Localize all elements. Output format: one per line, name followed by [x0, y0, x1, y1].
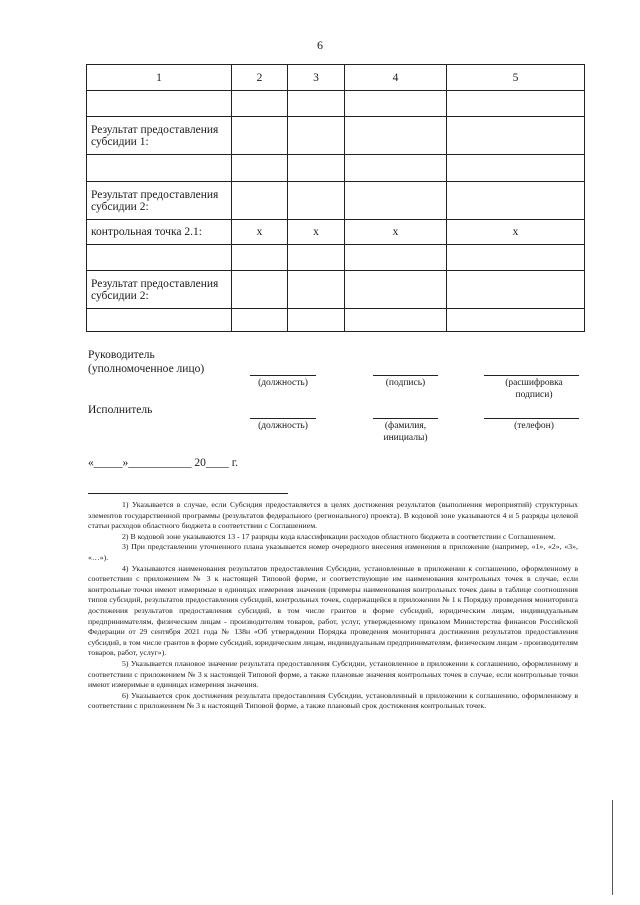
position-caption: (должность)	[258, 378, 308, 388]
executor-name-caption: (фамилия, инициалы)	[383, 421, 428, 443]
table-cell	[345, 155, 447, 182]
footnote: 4) Указываются наименования результатов предоставления Субсидии, установленные в приложении к соглашению, оформленному в соответствии с приложением № 3 к настоящей Типовой форме, и соответствующие им наименования контрольных точек в случае, если контрольные точки имеют измеримые в единицах измерения значения (примеры наименования контрольных точек даны в таблице соотношения типов субсидий, результатов предоставления субсидий, контрольных точек, содержащейся в приложении № 1 к Порядку проведения мониторинга достижения результатов предоставления субсидий, в том числе грантов в форме субсидий, юридическим лицам, индивидуальным предпринимателям, физическим лицам - производителям товаров, работ, услуг, утвержденному приказом Министерства финансов Российской Федерации от 29 сентября 2021 года № 138н «Об утверждении Порядка проведения мониторинга достижения результатов предоставления субсидий, в том числе грантов в форме субсидий, юридическим лицам, индивидуальным предпринимателям, физическим лицам - производителям товаров, работ, услуг»).	[88, 563, 578, 658]
table-cell: Результат предоставления субсидии 2:	[87, 271, 232, 309]
footnote: 2) В кодовой зоне указываются 13 - 17 разряды кода классификации расходов областного бюджета в соответствии с Соглашением.	[122, 531, 556, 541]
table-cell	[232, 155, 288, 182]
table-cell	[288, 245, 345, 271]
table-cell	[447, 271, 585, 309]
table-cell: контрольная точка 2.1:	[87, 220, 232, 245]
table-cell	[345, 91, 447, 117]
table-row	[87, 155, 585, 182]
table-cell	[232, 309, 288, 332]
scan-edge-line	[612, 800, 613, 895]
table-cell	[447, 182, 585, 220]
name-caption: (расшифровка подписи)	[505, 378, 563, 400]
header-cell: 4	[345, 65, 447, 91]
footnote: 5) Указывается плановое значение результата предоставления Субсидии, установленное в приложении к соглашению, оформленному в соответствии с приложением № 3 к настоящей Типовой форме, а также плановые значения контрольных точек в случае, если контрольные точки имеют измеримые в единицах измерения значения.	[88, 658, 578, 690]
signature-line	[373, 375, 438, 376]
executor-label: Исполнитель	[88, 404, 153, 416]
executor-phone-caption: (телефон)	[514, 421, 554, 431]
head-label-sub: (уполномоченное лицо)	[88, 363, 205, 375]
table-cell	[87, 309, 232, 332]
executor-phone-line	[484, 418, 579, 419]
table-cell: x	[288, 220, 345, 245]
table-cell	[87, 245, 232, 271]
table-row	[87, 271, 585, 309]
executor-position-line	[250, 418, 316, 419]
executor-position-caption: (должность)	[258, 421, 308, 431]
page-number: 6	[317, 38, 323, 52]
head-label: Руководитель	[88, 349, 155, 361]
table-cell	[288, 182, 345, 220]
footnotes	[88, 500, 578, 712]
table-cell	[288, 91, 345, 117]
table-row	[87, 182, 585, 220]
table-row	[87, 117, 585, 155]
table-cell: Результат предоставления субсидии 1:	[87, 117, 232, 155]
header-cell: 1	[87, 65, 232, 91]
table-cell	[232, 91, 288, 117]
name-line	[484, 375, 579, 376]
table-cell	[232, 182, 288, 220]
table-row	[87, 220, 585, 245]
table-cell	[447, 245, 585, 271]
table-cell	[288, 155, 345, 182]
table-cell	[345, 309, 447, 332]
footnote: 3) При представлении уточненного плана указывается номер очередного внесения изменения в приложение (например, «1», «2», «3», «…»).	[88, 542, 578, 562]
table-cell: x	[232, 220, 288, 245]
footnote-separator	[88, 493, 288, 494]
table-cell	[345, 117, 447, 155]
table-cell: x	[447, 220, 585, 245]
executor-name-line	[373, 418, 438, 419]
table-cell	[447, 117, 585, 155]
table-cell	[345, 182, 447, 220]
header-cell: 5	[447, 65, 585, 91]
table-cell	[288, 271, 345, 309]
table-cell	[345, 271, 447, 309]
table-cell	[288, 117, 345, 155]
footnote: 1) Указывается в случае, если Субсидия предоставляется в целях достижения результатов (выполнения мероприятий) структурных элементов государственной программы (результатов федерального (регионального) проекта). В кодовой зоне указываются 4 и 5 разряды целевой статьи расходов областного бюджета в соответствии с Соглашением.	[88, 500, 578, 531]
table-cell	[232, 245, 288, 271]
signature-caption: (подпись)	[385, 378, 426, 388]
position-line	[250, 375, 316, 376]
results-table	[86, 64, 585, 332]
table-cell	[232, 117, 288, 155]
header-cell: 3	[288, 65, 345, 91]
table-header-row	[87, 65, 585, 91]
table-row	[87, 245, 585, 271]
table-cell	[345, 245, 447, 271]
table-cell	[232, 271, 288, 309]
table-cell	[447, 91, 585, 117]
table-cell	[447, 309, 585, 332]
footnote: 6) Указывается срок достижения результата предоставления Субсидии, установленный в приложении к соглашению, оформленному в соответствии с приложением № 3 к настоящей Типовой форме, а также плановый срок достижения контрольных точек.	[88, 690, 578, 711]
table-row	[87, 309, 585, 332]
table-cell: Результат предоставления субсидии 2:	[87, 182, 232, 220]
table-cell	[87, 155, 232, 182]
date-line: «_____»___________ 20____ г.	[88, 457, 239, 469]
table-cell	[87, 91, 232, 117]
table-cell	[288, 309, 345, 332]
table-row	[87, 91, 585, 117]
header-cell: 2	[232, 65, 288, 91]
table-cell: x	[345, 220, 447, 245]
table-cell	[447, 155, 585, 182]
